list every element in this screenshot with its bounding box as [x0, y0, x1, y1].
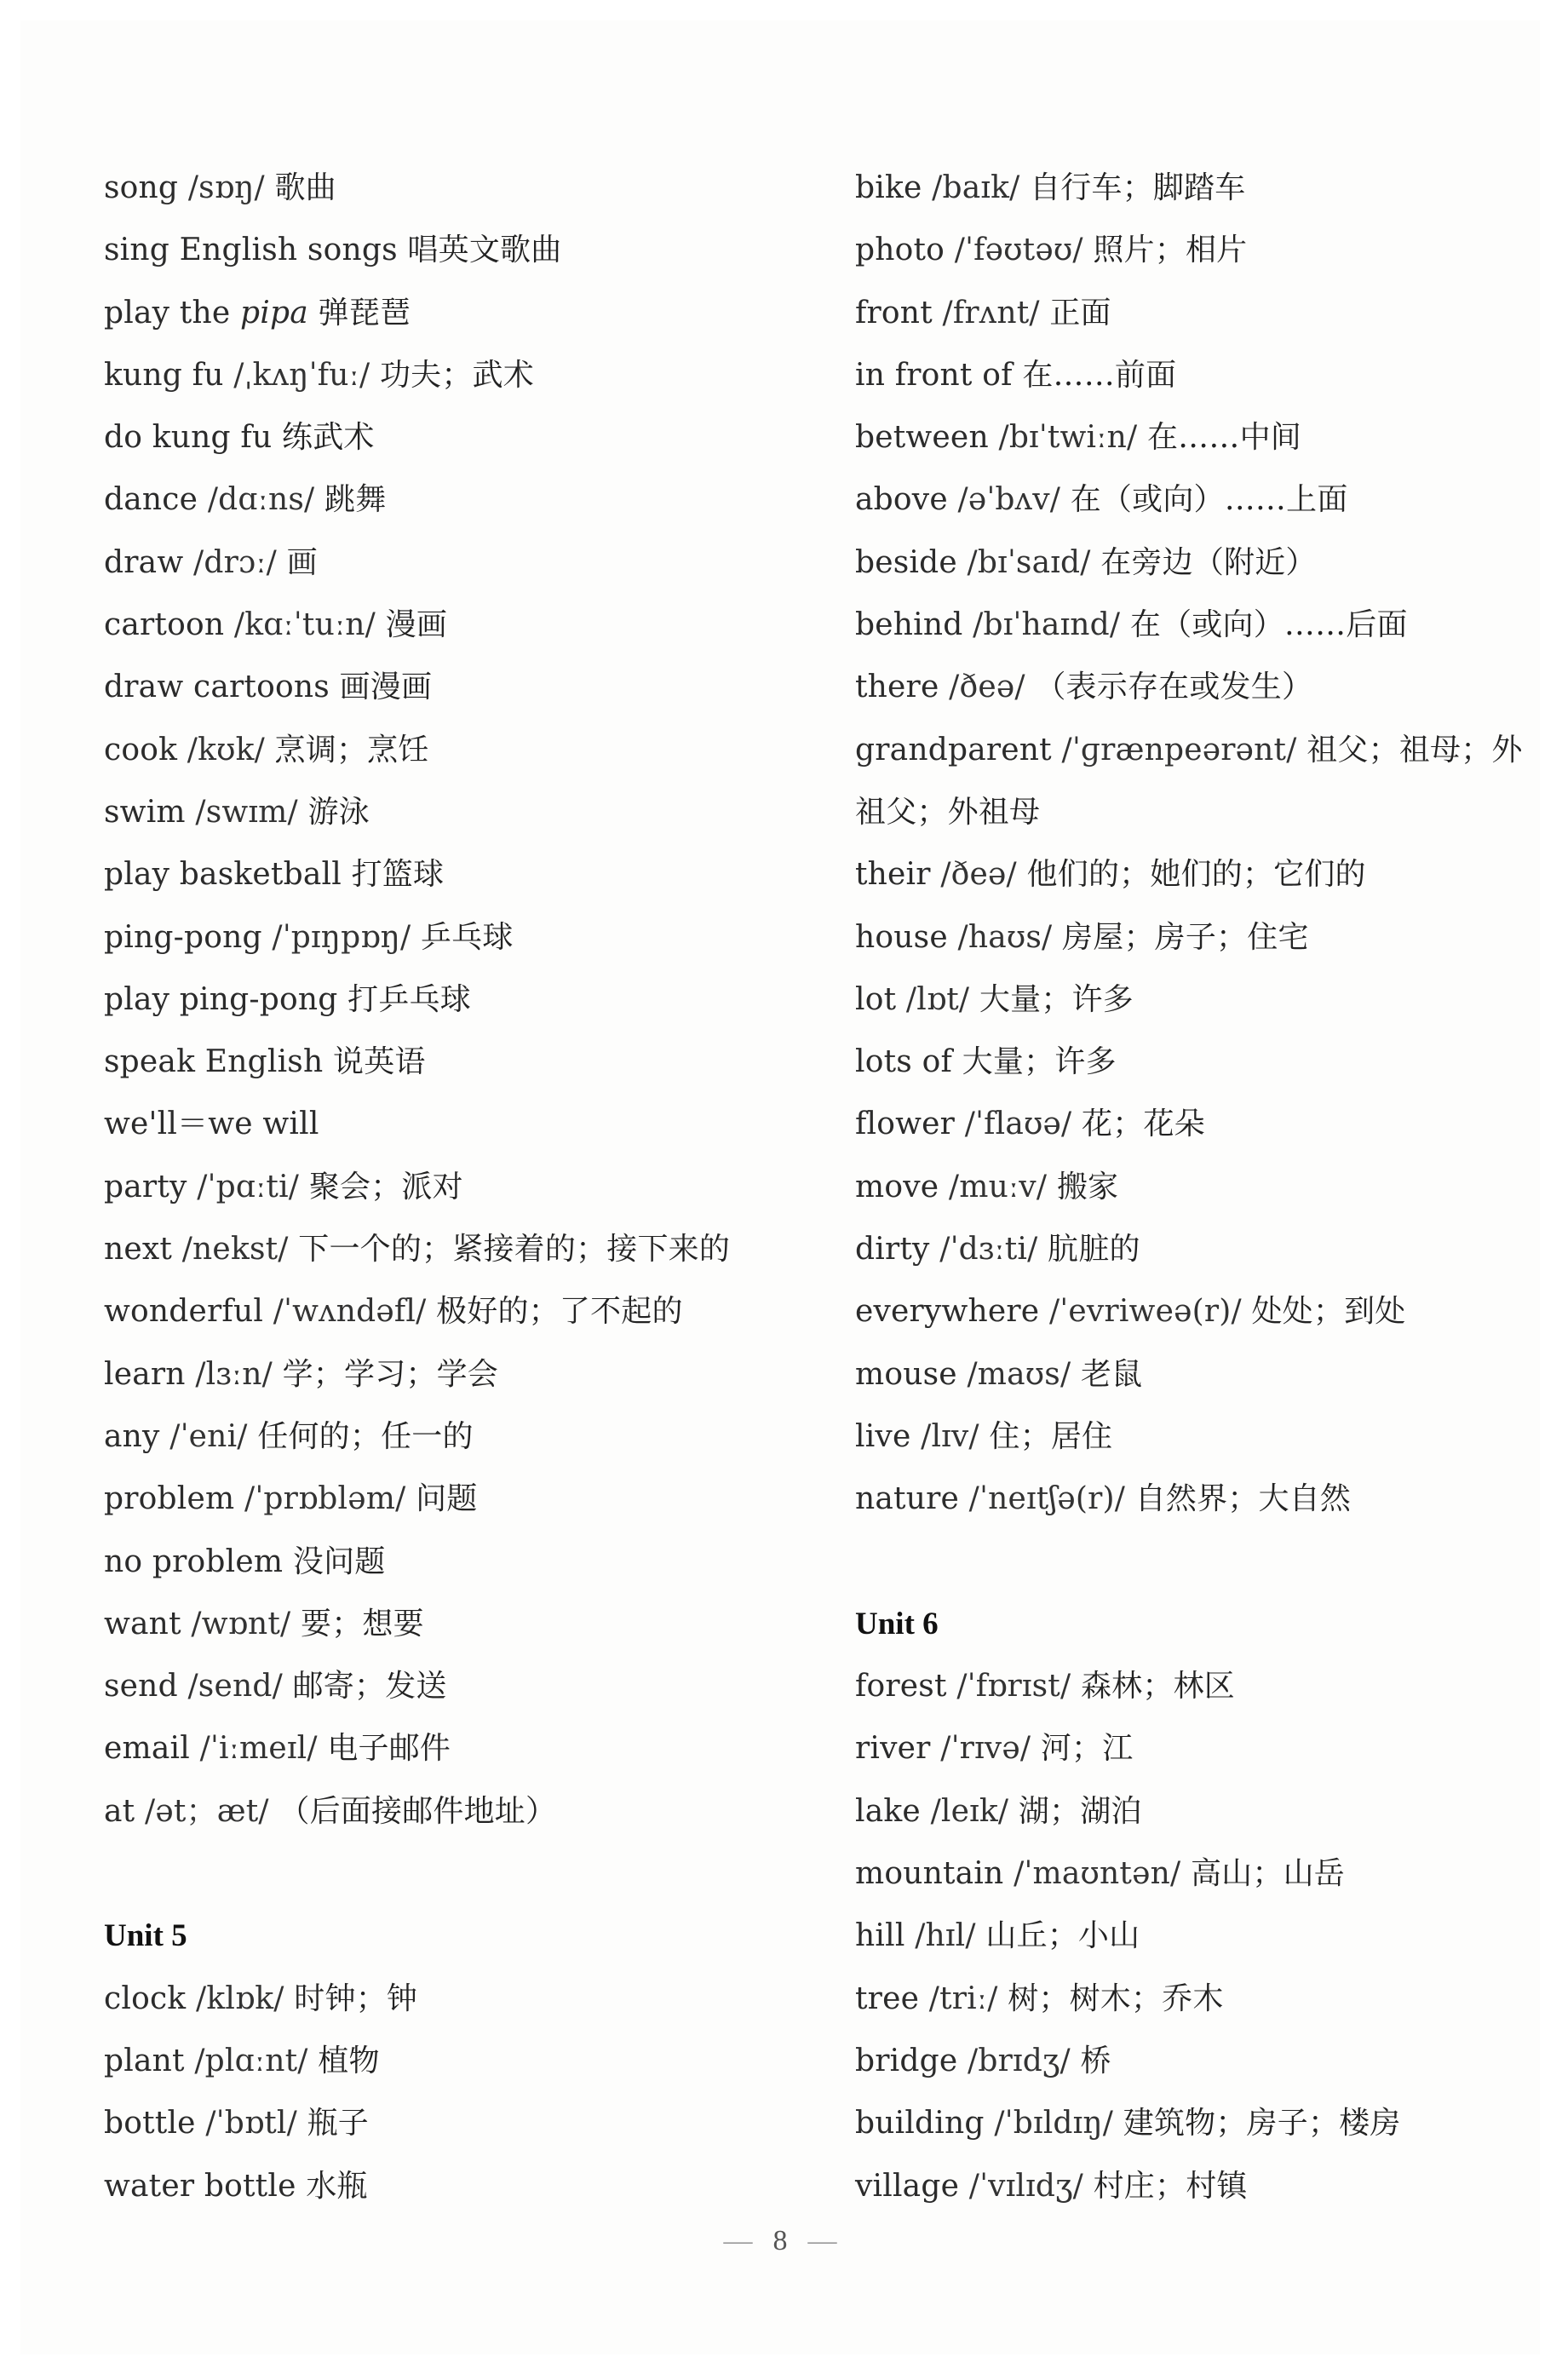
vocab-meaning: 湖；湖泊	[1018, 1793, 1142, 1829]
vocab-word: mountain	[855, 1856, 1004, 1892]
vocab-meaning: 森林；林区	[1080, 1669, 1235, 1705]
vocab-phonetic: /ˈbɒtl/	[205, 2106, 297, 2141]
vocab-word: any	[104, 1418, 160, 1454]
vocab-word: clock	[104, 1980, 187, 2016]
vocab-entry	[855, 1343, 1536, 1406]
vocab-phonetic: /ˈprɒbləm/	[244, 1481, 406, 1517]
vocab-word: live	[855, 1418, 911, 1454]
vocab-word: email	[104, 1731, 190, 1767]
vocab-phonetic: /muːv/	[948, 1169, 1048, 1204]
vocab-word: song	[104, 170, 179, 205]
vocab-meaning: 聚会；派对	[308, 1169, 463, 1204]
vocab-meaning: 搬家	[1056, 1169, 1119, 1204]
vocab-word: building	[855, 2106, 985, 2141]
vocab-meaning: 乒乓球	[421, 919, 514, 955]
vocab-meaning: 下一个的；紧接着的；接下来的	[298, 1232, 731, 1268]
vocab-meaning: 花；花朵	[1082, 1107, 1205, 1142]
vocab-phonetic: /ˌkʌŋˈfuː/	[233, 357, 370, 393]
vocab-word: in front of	[855, 357, 1013, 393]
vocab-word: water bottle	[104, 2168, 296, 2204]
vocab-meaning: 练武术	[282, 420, 375, 456]
vocab-meaning: 在（或向）……后面	[1129, 607, 1408, 643]
vocab-phonetic: /ˈmaʊntən/	[1014, 1856, 1181, 1892]
vocab-phonetic: /bɪˈtwiːn/	[998, 420, 1138, 456]
vocab-phonetic: /ˈɡrænpeərənt/	[1061, 732, 1297, 767]
vocab-word: lot	[855, 981, 897, 1017]
vocab-meaning: 漫画	[385, 607, 448, 643]
vocab-entry	[855, 906, 1536, 969]
vocab-meaning: 村庄；村镇	[1093, 2168, 1248, 2204]
vocab-word: forest	[855, 1669, 947, 1705]
vocab-entry	[855, 1842, 1536, 1905]
vocab-entry	[104, 532, 819, 594]
vocab-word: behind	[855, 607, 963, 643]
vocab-entry	[104, 2030, 819, 2092]
vocab-phonetic: /ˈevriweə(r)/	[1048, 1294, 1242, 1330]
vocab-word: their	[855, 857, 931, 893]
vocab-word: play ping-pong	[104, 981, 338, 1017]
vocab-phonetic: /ˈeni/	[169, 1418, 248, 1454]
vocab-entry	[104, 282, 819, 344]
vocab-phonetic: /kɑːˈtuːn/	[233, 607, 376, 643]
footer-dash-left: —	[723, 2225, 753, 2256]
vocab-phonetic: /ðeə/	[949, 670, 1025, 705]
vocab-phonetic: /lɜːn/	[195, 1356, 273, 1392]
vocab-meaning: 大量；许多	[979, 981, 1134, 1017]
vocab-meaning: 肮脏的	[1048, 1232, 1140, 1268]
vocab-phonetic: /ət；æt/	[145, 1793, 269, 1829]
vocab-entry	[104, 1343, 819, 1406]
vocab-word: between	[855, 420, 989, 456]
vocab-phonetic: /ˈpɪŋpɒŋ/	[272, 919, 411, 955]
vocab-phonetic: /ˈfɒrɪst/	[956, 1669, 1071, 1705]
vocab-word: hill	[855, 1918, 905, 1954]
vocab-phonetic: /plɑːnt/	[194, 2043, 308, 2078]
vocab-entry	[855, 1406, 1536, 1468]
vocab-word: photo	[855, 233, 945, 268]
vocab-meaning: 房屋；房子；住宅	[1062, 919, 1309, 955]
vocab-meaning: 建筑物；房子；楼房	[1123, 2106, 1401, 2141]
vocab-phonetic: /send/	[187, 1669, 283, 1705]
vocab-entry	[104, 656, 819, 718]
vocab-phonetic: /drɔː/	[193, 544, 278, 580]
vocab-entry	[104, 1968, 819, 2030]
vocab-entry	[855, 969, 1536, 1031]
right-column	[855, 157, 1536, 2217]
vocab-word: learn	[104, 1356, 186, 1392]
vocab-entry	[855, 469, 1536, 531]
vocab-entry	[104, 2155, 819, 2217]
vocab-entry	[104, 469, 819, 531]
vocab-meaning: 在（或向）……上面	[1070, 482, 1348, 518]
vocab-word: draw cartoons	[104, 670, 330, 705]
vocab-phonetic: /brɪdʒ/	[968, 2043, 1071, 2078]
vocab-entry	[104, 1717, 819, 1779]
vocab-word: village	[855, 2168, 960, 2204]
vocab-word: cartoon	[104, 607, 225, 643]
section-spacer	[104, 1842, 819, 1905]
vocab-entry	[855, 1093, 1536, 1155]
vocab-phonetic: /bɪˈhaɪnd/	[973, 607, 1121, 643]
vocab-phonetic: /ˈvɪlɪdʒ/	[968, 2168, 1083, 2204]
vocab-entry	[855, 532, 1536, 594]
unit-heading: Unit 6	[855, 1606, 939, 1641]
vocab-phonetic: /frʌnt/	[942, 295, 1040, 331]
vocab-word: kung fu	[104, 357, 224, 393]
page-number-footer	[20, 2225, 1540, 2257]
vocab-phonetic: /lɪv/	[921, 1418, 979, 1454]
vocab-phonetic: /ˈrɪvə/	[940, 1731, 1031, 1767]
vocab-entry	[104, 1093, 819, 1155]
vocab-entry	[104, 2092, 819, 2154]
vocab-word: play the pipa	[104, 295, 308, 331]
vocab-phonetic: /maʊs/	[967, 1356, 1071, 1392]
vocab-entry	[104, 1655, 819, 1717]
vocab-meaning: 烹调；烹饪	[274, 732, 429, 767]
vocab-phonetic: /ˈfəʊtəʊ/	[954, 233, 1083, 268]
vocab-entry	[104, 344, 819, 406]
vocab-word: bottle	[104, 2106, 196, 2141]
vocab-entry	[104, 1218, 819, 1280]
vocab-word: there	[855, 670, 939, 705]
vocab-word: everywhere	[855, 1294, 1040, 1330]
vocab-entry	[855, 594, 1536, 656]
vocab-word: plant	[104, 2043, 185, 2078]
vocab-entry	[855, 843, 1536, 905]
vocab-phonetic: /ˈpɑːti/	[197, 1169, 300, 1204]
vocab-entry	[855, 1780, 1536, 1842]
vocab-meaning: 学；学习；学会	[282, 1356, 499, 1392]
vocab-phonetic: /ˈneɪtʃə(r)/	[968, 1481, 1126, 1517]
vocab-entry	[855, 1655, 1536, 1717]
vocabulary-page	[20, 20, 1540, 2354]
vocab-entry	[855, 1468, 1536, 1530]
vocab-meaning: 问题	[416, 1481, 478, 1517]
vocab-entry	[855, 1280, 1536, 1342]
vocab-entry	[855, 1218, 1536, 1280]
vocab-entry	[104, 906, 819, 969]
vocab-word: lake	[855, 1793, 921, 1829]
vocab-meaning: 住；居住	[989, 1418, 1113, 1454]
vocab-phonetic: /haʊs/	[957, 919, 1053, 955]
vocab-entry	[855, 1031, 1536, 1093]
vocab-meaning: 极好的；了不起的	[436, 1294, 683, 1330]
vocab-entry	[104, 1780, 819, 1842]
vocab-phonetic: /ˈdɜːti/	[939, 1232, 1038, 1268]
vocab-word: beside	[855, 544, 957, 580]
vocab-phonetic: /wɒnt/	[191, 1606, 291, 1641]
vocab-meaning: 水瓶	[306, 2168, 368, 2204]
vocab-meaning: 桥	[1080, 2043, 1111, 2078]
vocab-meaning: 自行车；脚踏车	[1030, 170, 1246, 205]
left-column	[104, 157, 819, 2217]
vocab-phonetic: /ˈbɪldɪŋ/	[994, 2106, 1114, 2141]
vocab-phonetic: /ðeə/	[940, 857, 1017, 893]
vocab-meaning: 功夫；武术	[379, 357, 534, 393]
vocab-phonetic: /klɒk/	[195, 1980, 284, 2016]
vocab-meaning: 老鼠	[1080, 1356, 1143, 1392]
vocab-meaning: 说英语	[333, 1044, 426, 1080]
vocab-entry	[104, 1031, 819, 1093]
vocab-meaning: 打篮球	[351, 857, 445, 893]
vocab-entry	[855, 2155, 1536, 2217]
vocab-word: do kung fu	[104, 420, 273, 456]
vocab-phonetic: /dɑːns/	[207, 482, 315, 518]
vocab-entry	[855, 656, 1536, 718]
vocab-word: river	[855, 1731, 931, 1767]
vocab-word: wonderful	[104, 1294, 264, 1330]
vocab-phonetic: /hɪl/	[915, 1918, 976, 1954]
vocab-word: draw	[104, 544, 184, 580]
vocab-entry	[104, 719, 819, 781]
vocab-word: dirty	[855, 1232, 930, 1268]
vocab-meaning: 没问题	[292, 1544, 386, 1579]
vocab-entry	[855, 1905, 1536, 1967]
vocab-word: front	[855, 295, 933, 331]
vocab-entry	[104, 1280, 819, 1342]
vocab-word: speak English	[104, 1044, 324, 1080]
vocab-meaning: 任何的；任一的	[257, 1418, 474, 1454]
vocab-word: cook	[104, 732, 178, 767]
vocab-word: want	[104, 1606, 181, 1641]
vocab-entry	[104, 1531, 819, 1593]
vocab-entry	[855, 2030, 1536, 2092]
vocab-meaning: 邮寄；发送	[292, 1669, 447, 1705]
vocab-meaning: 在……前面	[1022, 357, 1177, 393]
vocab-entry	[855, 282, 1536, 344]
vocab-phonetic: /lɒt/	[905, 981, 970, 1017]
vocab-meaning: 植物	[318, 2043, 380, 2078]
vocab-entry	[104, 594, 819, 656]
vocab-phonetic: /bɪˈsaɪd/	[967, 544, 1091, 580]
vocab-entry	[855, 1968, 1536, 2030]
vocab-meaning: 画漫画	[339, 670, 433, 705]
vocab-phonetic: /ˈwʌndəfl/	[273, 1294, 427, 1330]
vocab-word: swim	[104, 794, 186, 830]
unit-heading: Unit 5	[104, 1918, 187, 1954]
vocab-meaning: 在旁边（附近）	[1100, 544, 1317, 580]
vocab-entry	[104, 843, 819, 905]
vocab-meaning: 高山；山岳	[1190, 1856, 1345, 1892]
vocab-word: grandparent	[855, 732, 1052, 767]
vocab-phonetic: /leɪk/	[930, 1793, 1009, 1829]
vocab-meaning: 照片；相片	[1093, 233, 1248, 268]
vocab-phonetic: /nekst/	[181, 1232, 289, 1268]
vocab-entry	[855, 1156, 1536, 1218]
vocab-meaning: 他们的；她们的；它们的	[1026, 857, 1366, 893]
vocab-word: move	[855, 1169, 939, 1204]
vocab-meaning: 画	[286, 544, 318, 580]
vocab-word: ping-pong	[104, 919, 262, 955]
vocab-meaning: 树；树木；乔木	[1008, 1980, 1224, 2016]
vocab-entry	[104, 406, 819, 469]
vocab-meaning: 弹琵琶	[318, 295, 411, 331]
vocab-phonetic: /kʊk/	[187, 732, 265, 767]
vocab-word: at	[104, 1793, 135, 1829]
vocab-word: house	[855, 919, 948, 955]
vocab-word: lots of	[855, 1044, 952, 1080]
vocab-word: send	[104, 1669, 178, 1705]
vocab-phonetic: /ˈiːmeɪl/	[199, 1731, 318, 1767]
vocab-phonetic: /əˈbʌv/	[957, 482, 1061, 518]
vocab-meaning: 祖父；祖母；外祖父；外祖母	[855, 732, 1523, 830]
vocab-meaning: 要；想要	[301, 1606, 424, 1641]
vocab-word: bridge	[855, 2043, 958, 2078]
vocab-meaning: 时钟；钟	[294, 1980, 418, 2016]
vocab-entry	[855, 1717, 1536, 1779]
vocab-meaning: 打乒乓球	[347, 981, 471, 1017]
vocab-word: party	[104, 1169, 187, 1204]
vocab-word: play basketball	[104, 857, 342, 893]
vocab-entry	[855, 157, 1536, 219]
vocab-phonetic: /sɒŋ/	[187, 170, 265, 205]
vocab-meaning: 歌曲	[274, 170, 336, 205]
vocab-entry	[104, 1406, 819, 1468]
vocab-meaning: （后面接邮件地址）	[279, 1793, 557, 1829]
vocab-entry	[104, 157, 819, 219]
page-number: 8	[772, 2225, 788, 2256]
vocab-word: dance	[104, 482, 198, 518]
vocab-word: nature	[855, 1481, 960, 1517]
vocab-entry	[104, 1468, 819, 1530]
vocab-entry	[855, 2092, 1536, 2154]
vocab-meaning: 处处；到处	[1251, 1294, 1406, 1330]
vocab-entry	[104, 781, 819, 843]
footer-dash-right: —	[807, 2225, 837, 2256]
vocab-entry	[855, 719, 1536, 844]
vocab-meaning: （表示存在或发生）	[1035, 670, 1313, 705]
vocab-phonetic: /triː/	[928, 1980, 998, 2016]
vocab-meaning: 大量；许多	[962, 1044, 1117, 1080]
vocab-entry	[104, 1593, 819, 1655]
vocab-entry	[855, 406, 1536, 469]
vocab-meaning: 河；江	[1040, 1731, 1134, 1767]
vocab-word: tree	[855, 1980, 920, 2016]
vocab-meaning: 正面	[1049, 295, 1111, 331]
vocab-meaning: 游泳	[307, 794, 370, 830]
vocab-word: mouse	[855, 1356, 957, 1392]
vocab-word: next	[104, 1232, 173, 1268]
vocab-meaning: 在……中间	[1146, 420, 1301, 456]
vocab-meaning: 自然界；大自然	[1134, 1481, 1352, 1517]
vocab-phonetic: /swɪm/	[195, 794, 298, 830]
vocab-meaning: 跳舞	[324, 482, 387, 518]
vocab-meaning: 唱英文歌曲	[407, 233, 562, 268]
vocab-entry	[104, 969, 819, 1031]
section-spacer	[855, 1531, 1536, 1593]
vocab-word: above	[855, 482, 948, 518]
vocab-entry	[855, 219, 1536, 281]
vocab-word: flower	[855, 1107, 956, 1142]
vocab-meaning: 电子邮件	[327, 1731, 451, 1767]
vocab-meaning: 瓶子	[307, 2106, 370, 2141]
vocab-word: we'll＝we will	[104, 1107, 319, 1142]
vocab-entry	[104, 219, 819, 281]
vocab-word: sing English songs	[104, 233, 398, 268]
vocab-word: problem	[104, 1481, 235, 1517]
vocab-meaning: 山丘；小山	[985, 1918, 1140, 1954]
vocab-word: no problem	[104, 1544, 284, 1579]
vocab-phonetic: /ˈflaʊə/	[964, 1107, 1072, 1142]
vocab-word: bike	[855, 170, 922, 205]
vocab-entry	[104, 1156, 819, 1218]
vocab-phonetic: /baɪk/	[932, 170, 1020, 205]
vocab-entry	[855, 344, 1536, 406]
